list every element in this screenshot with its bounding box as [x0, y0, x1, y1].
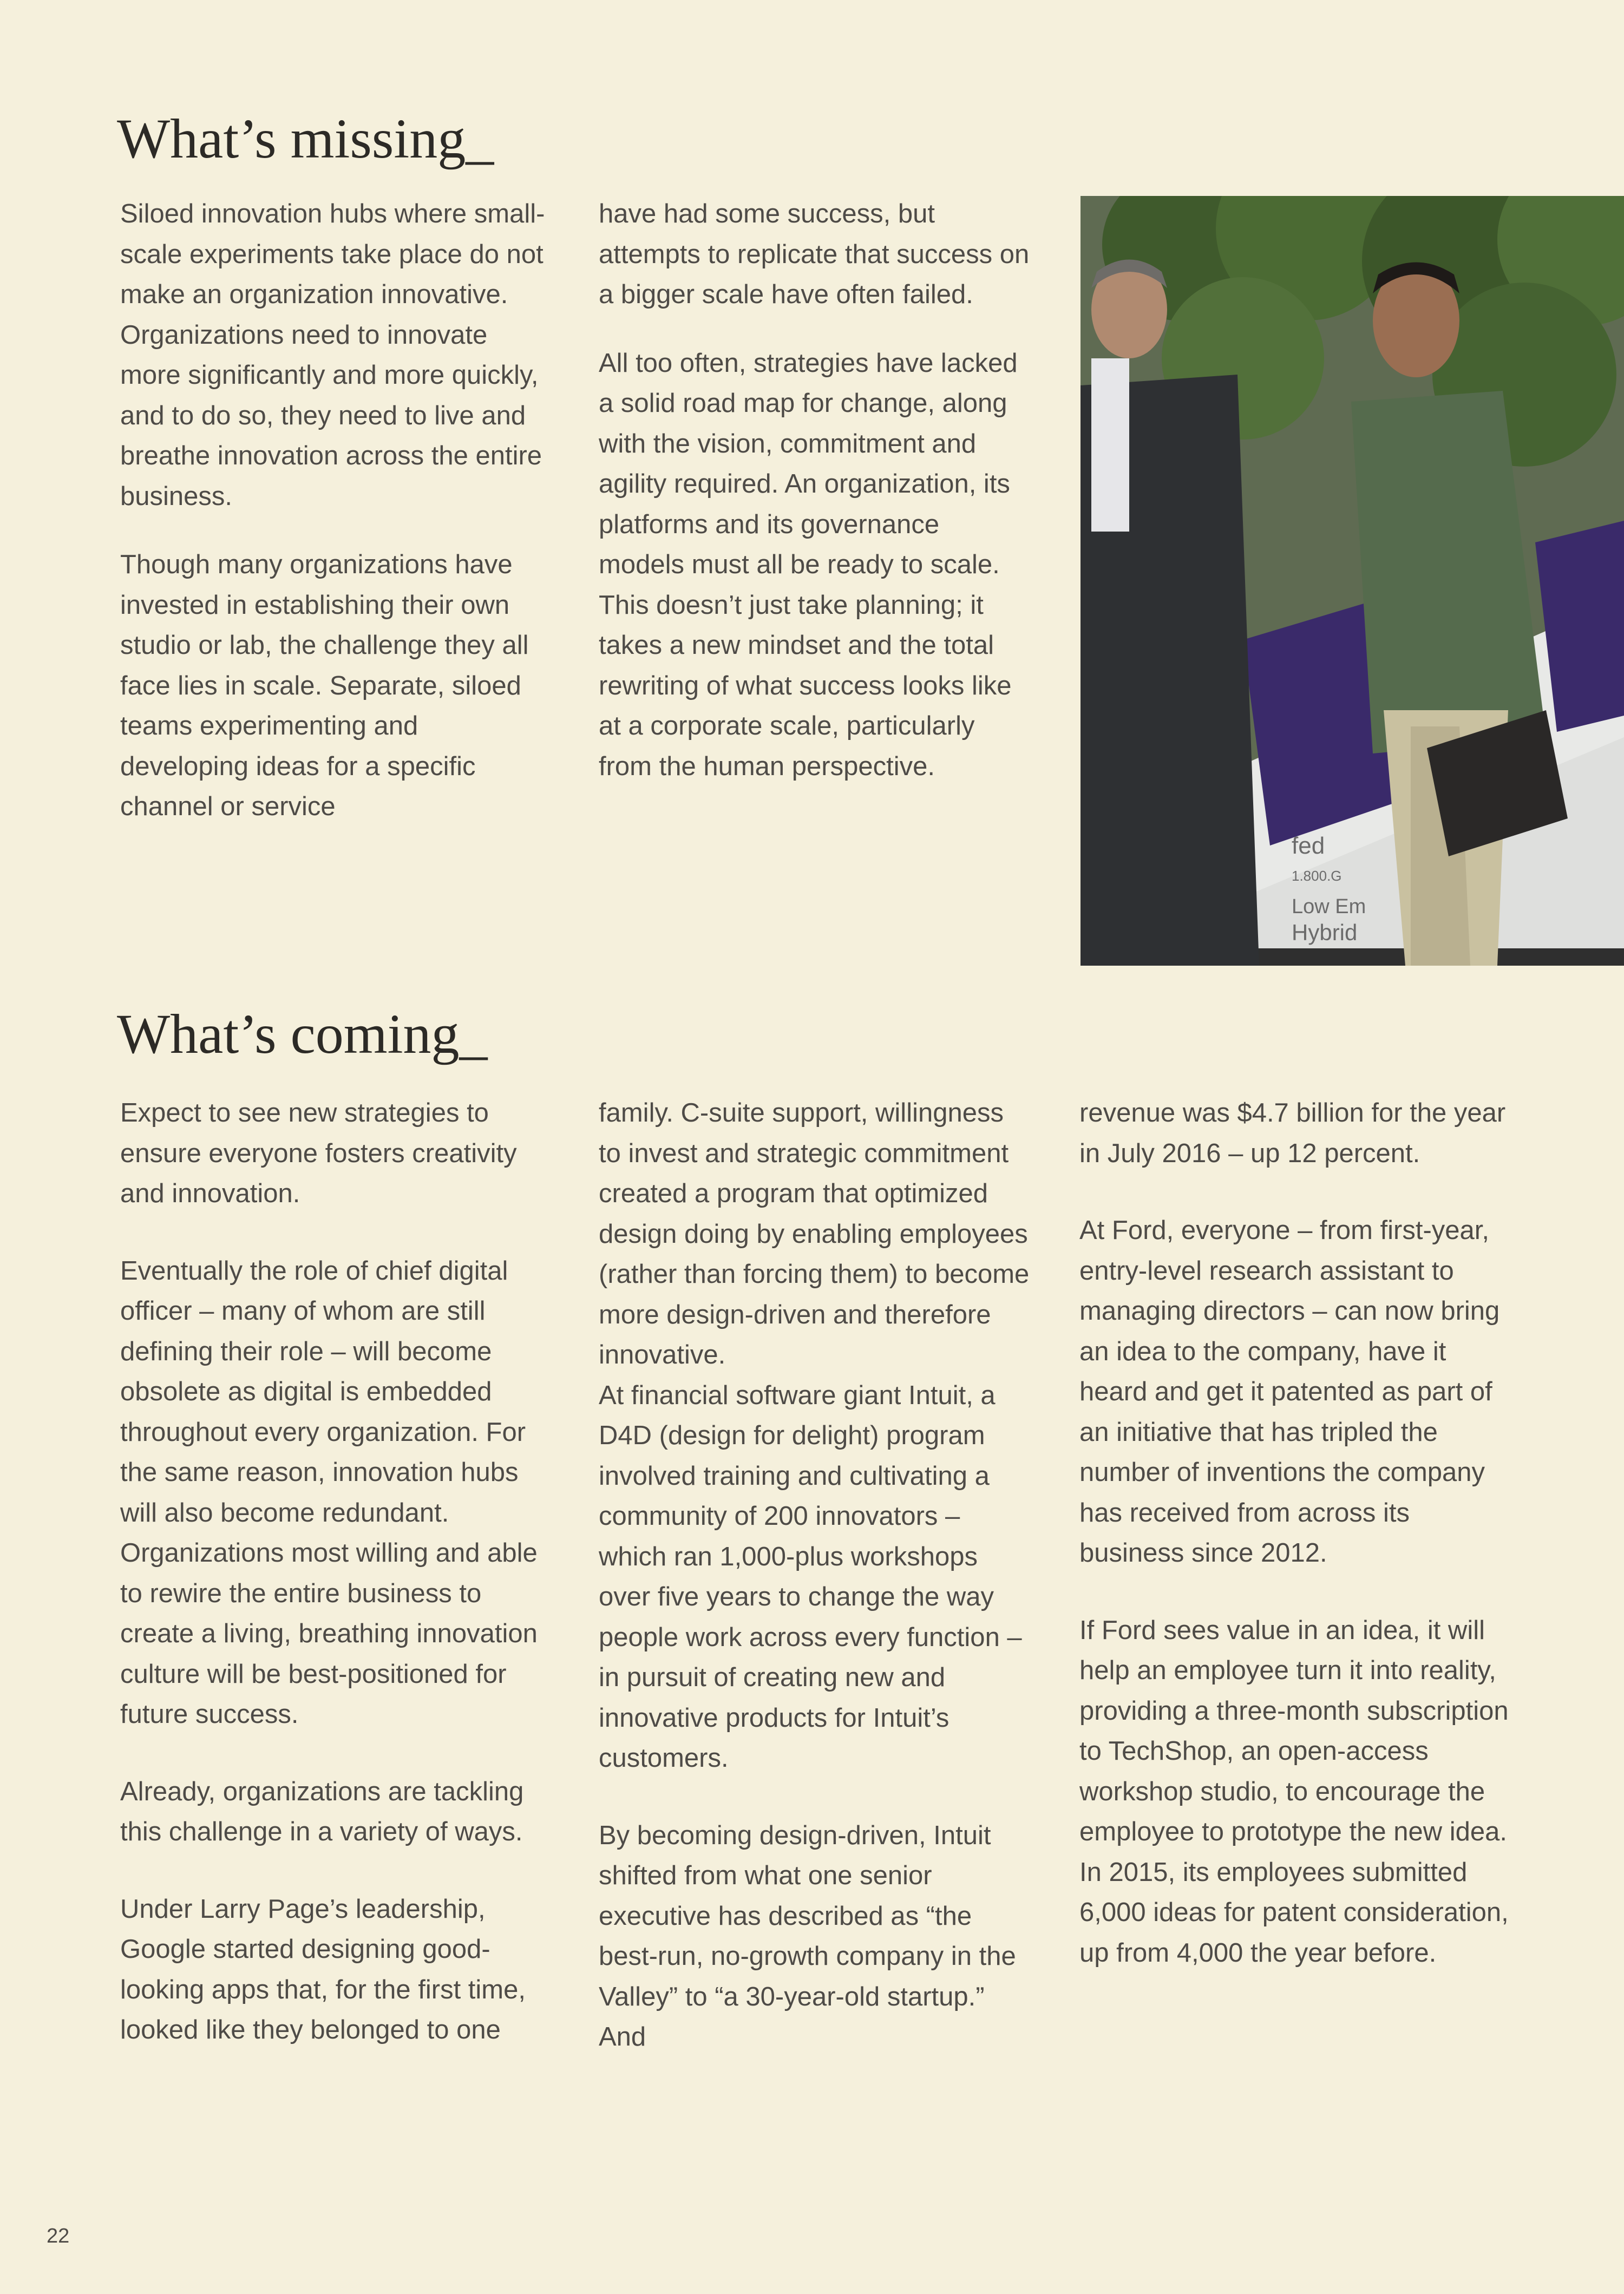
- paragraph: revenue was $4.7 billion for the year in July 2016 – up 12 percent.: [1079, 1098, 1506, 1168]
- coming-column-3: [1079, 1093, 1512, 2010]
- truck-label: fed: [1292, 833, 1325, 859]
- paragraph: All too often, strategies have lacked a solid road map for change, along with the vision, commitment and agility required. An organization, its platforms and its governance models must all be ready to scale. This doesn’t just take planning; it takes a new mindset and the total rewriting of what success looks like at a corporate scale, particularly from the human perspective.: [599, 348, 1018, 781]
- paragraph: Siloed innovation hubs where small-scale experiments take place do not make an organization innovative. Organizations need to innovate more significantly and more quickly, and to do so, they need to live and breathe innovation across the entire business.: [120, 199, 545, 511]
- truck-label: Hybrid: [1292, 920, 1358, 945]
- page-number: 22: [47, 2225, 70, 2247]
- paragraph: If Ford sees value in an idea, it will help an employee turn it into reality, providing a three-month subscription to TechShop, an open-access workshop studio, to encourage the employee to prototype the new idea. In 2015, its employees submitted 6,000 ideas for patent consideration, up from 4,000 the year before.: [1079, 1615, 1509, 1968]
- truck-label: 1.800.G: [1292, 868, 1342, 884]
- heading-whats-coming: What’s coming_: [117, 1003, 488, 1065]
- heading-whats-missing: What’s missing_: [117, 108, 494, 170]
- coming-column-1: [120, 1093, 553, 2087]
- paragraph: Already, organizations are tackling this challenge in a variety of ways.: [120, 1777, 524, 1846]
- paragraph: have had some success, but attempts to replicate that success on a bigger scale have often failed.: [599, 199, 1030, 309]
- truck-label: Low Em: [1292, 895, 1366, 918]
- paragraph: Though many organizations have invested in establishing their own studio or lab, the challenge they all face lies in scale. Separate, siloed teams experimenting and developing ideas for a specific channel or service: [120, 550, 529, 821]
- paragraph: By becoming design-driven, Intuit shifted from what one senior executive has described as “the best-run, no-growth company in the Valley” to “a 30-year-old startup.” And: [599, 1820, 1016, 2052]
- missing-column-2: [599, 194, 1032, 815]
- photo-men-walking-by-truck: [1081, 196, 1624, 966]
- coming-column-2: [599, 1093, 1032, 2094]
- paragraph: Under Larry Page’s leadership, Google started designing good-looking apps that, for the first time, looked like they belonged to one: [120, 1894, 526, 2044]
- missing-column-1: [120, 194, 548, 855]
- paragraph: Expect to see new strategies to ensure everyone fosters creativity and innovation.: [120, 1098, 517, 1208]
- paragraph: family. C-suite support, willingness to invest and strategic commitment created a program that optimized design doing by enabling employees (rather than forcing them) to become more design-driven and therefore innovative.: [599, 1098, 1030, 1369]
- paragraph: At Ford, everyone – from first-year, entry-level research assistant to managing directors – can now bring an idea to the company, have it heard and get it patented as part of an initiative that has tripled the number of inventions the company has received from across its business since 2012.: [1079, 1216, 1500, 1568]
- paragraph: Eventually the role of chief digital officer – many of whom are still defining their role – will become obsolete as digital is embedded throughout every organization. For the same reason, innovation hubs will also become redundant. Organizations most willing and able to rewire the entire business to create a living, breathing innovation culture will be best-positioned for future success.: [120, 1256, 538, 1729]
- paragraph: At financial software giant Intuit, a D4D (design for delight) program involved training and cultivating a community of 200 innovators – which ran 1,000-plus workshops over five years to change the way people work across every function – in pursuit of creating new and innovative products for Intuit’s customers.: [599, 1380, 1022, 1773]
